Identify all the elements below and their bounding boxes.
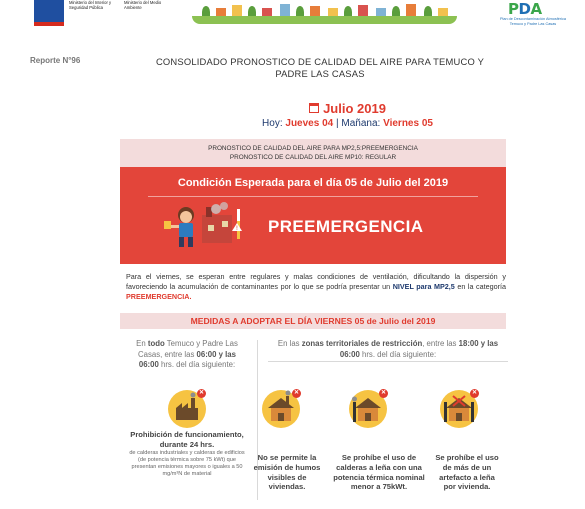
today-value: Jueves 04: [285, 118, 334, 129]
today-tomorrow-line: [0, 118, 585, 129]
intro-text: hrs. del día siguiente:: [362, 349, 437, 359]
report-number: Reporte N°96: [30, 56, 81, 65]
measures-left-intro: [128, 339, 246, 371]
intro-text: En: [136, 339, 146, 348]
measures-right-intro: [268, 339, 508, 360]
month-heading: [0, 101, 585, 116]
prohibited-badge-icon: ✕: [293, 390, 300, 396]
forecast-mp25: PRONOSTICO DE CALIDAD DEL AIRE PARA MP2,5:PREEMERGENCIA: [208, 145, 418, 152]
calendar-icon: [309, 103, 319, 113]
paragraph-text-2: en la categoría: [457, 281, 506, 291]
tomorrow-label: Mañana:: [341, 118, 381, 129]
intro-text: , entre las: [422, 339, 457, 348]
today-label: Hoy:: [262, 118, 283, 129]
government-logo: [34, 0, 174, 26]
measure-detail: de calderas industriales y calderas de edificios (de potencia térmica sobre 75 kWt) que presentan emisiones mayores o iguales a 50 mg/m³N de material: [129, 449, 245, 477]
intro-text: Temuco y Padre Las Casas, entre las: [138, 339, 238, 359]
forecast-summary: [120, 139, 506, 167]
measures-heading: MEDIDAS A ADOPTAR EL DÍA VIERNES 05 de Julio del 2019: [120, 313, 506, 329]
condition-title: Condición Esperada para el día 05 de Julio del 2019: [177, 177, 449, 189]
intro-bold: todo: [147, 339, 165, 348]
paragraph-text: Para el viernes, se esperan entre regulares y malas condiciones de ventilación, dificultando la dispersión y favoreciendo la acumulación de contaminantes por lo que se podría presentar un: [126, 272, 506, 291]
condition-divider: [148, 196, 478, 197]
paragraph-bold: NIVEL para MP2,5: [392, 281, 455, 291]
chile-flag-block: [34, 0, 64, 22]
measure-title: Prohibición de funcionamiento, durante 24 hrs.: [130, 430, 244, 449]
prohibited-badge-icon: ✕: [471, 390, 478, 396]
intro-underline: [268, 361, 508, 362]
measure-caption-boiler: Se prohíbe el uso de calderas a leña con una potencia térmica nominal menor a 75kWt.: [333, 453, 425, 492]
intro-bold: 18:00 y las 06:00: [339, 339, 499, 359]
town-illustration: [192, 0, 457, 24]
forecast-paragraph: [126, 272, 506, 301]
date-separator: |: [336, 118, 339, 129]
forecast-mp10: PRONOSTICO DE CALIDAD DEL AIRE MP10: REGULAR: [229, 153, 397, 161]
condition-level: PREEMERGENCIA: [268, 217, 424, 236]
child-smoke-illustration-icon: [158, 201, 248, 251]
condition-card: [120, 167, 506, 264]
intro-text: hrs. del día siguiente:: [161, 360, 236, 369]
pda-logo-subtitle: Plan de Descontaminación Atmosférica Temuco y Padre Las Casas: [499, 17, 567, 26]
prohibited-badge-icon: ✕: [380, 390, 387, 396]
paragraph-level: PREEMERGENCIA.: [126, 291, 192, 301]
intro-bold: 06:00 y las 06:00: [138, 349, 236, 369]
month-label: Julio 2019: [323, 101, 386, 116]
measure-caption-smoke: No se permite la emisión de humos visibles de viviendas.: [253, 453, 321, 492]
svg-text:!: !: [235, 225, 239, 232]
interior-ministry-text: Ministerio del Interior y Seguridad Pública: [69, 0, 112, 10]
pda-logo-mark: PDA: [508, 0, 542, 18]
tomorrow-value: Viernes 05: [383, 118, 433, 129]
environment-ministry-text: Ministerio del Medio Ambiente: [124, 0, 162, 10]
town-ground: [192, 16, 457, 24]
prohibited-badge-icon: ✕: [198, 390, 205, 396]
intro-bold: zonas territoriales de restricción: [301, 339, 423, 348]
pda-logo: [493, 0, 573, 30]
measure-caption-heaters: Se prohíbe el uso de más de un artefacto a leña por vivienda.: [435, 453, 499, 492]
page-title: CONSOLIDADO PRONOSTICO DE CALIDAD DEL AIRE PARA TEMUCO Y PADRE LAS CASAS: [155, 56, 485, 79]
measure-caption-industrial: [128, 430, 246, 478]
intro-text: En las: [277, 339, 300, 348]
